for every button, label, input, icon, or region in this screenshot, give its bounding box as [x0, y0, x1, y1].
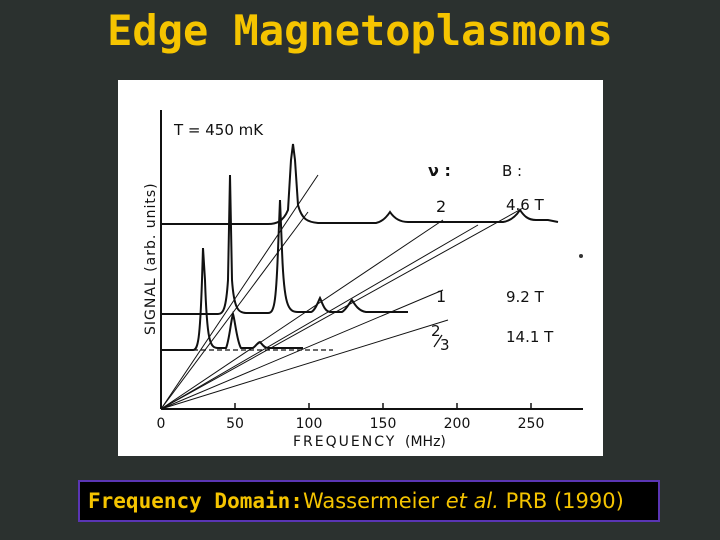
x-tick-labels [157, 416, 545, 432]
x-tick-label: 100 [295, 416, 323, 432]
temperature-label: T = 450 mK [174, 121, 264, 139]
trace-label-nu-denominator: 3 [440, 336, 450, 354]
dispersion-lines [161, 175, 523, 409]
trace-label-field: 14.1 T [506, 328, 554, 346]
trace-label-nu: 1 [436, 287, 447, 306]
trace-label-nu: 2 [436, 197, 447, 216]
trace-label-nu-numerator: 2 [431, 322, 441, 340]
x-axis-label: FREQUENCY [293, 434, 397, 450]
trace-nu-1 [161, 175, 408, 314]
caption-authors: Wassermeier [302, 489, 446, 513]
caption-lead: Frequency Domain: [88, 489, 303, 513]
nu-header: ν : [428, 161, 451, 180]
x-tick-label: 200 [443, 416, 471, 432]
x-tick-label: 250 [517, 416, 545, 432]
x-tick-label: 150 [369, 416, 397, 432]
figure-panel [118, 80, 603, 456]
edge-magnetoplasmon-plot [118, 80, 603, 456]
y-axis-label: SIGNAL (arb. units) [143, 182, 159, 335]
trace-nu-2 [161, 144, 558, 224]
x-axis-unit: (MHz) [405, 434, 446, 450]
trace-label-field: 9.2 T [506, 288, 544, 306]
caption-reference: PRB (1990) [498, 489, 624, 513]
x-tick-label: 0 [156, 416, 166, 432]
citation-caption [78, 480, 660, 522]
caption-etal: et al. [445, 489, 499, 513]
scan-mark [579, 254, 583, 258]
b-header: B : [502, 162, 523, 180]
slide-title: Edge Magnetoplasmons [107, 6, 613, 55]
x-tick-label: 50 [226, 416, 244, 432]
trace-label-field: 4.6 T [506, 196, 544, 214]
